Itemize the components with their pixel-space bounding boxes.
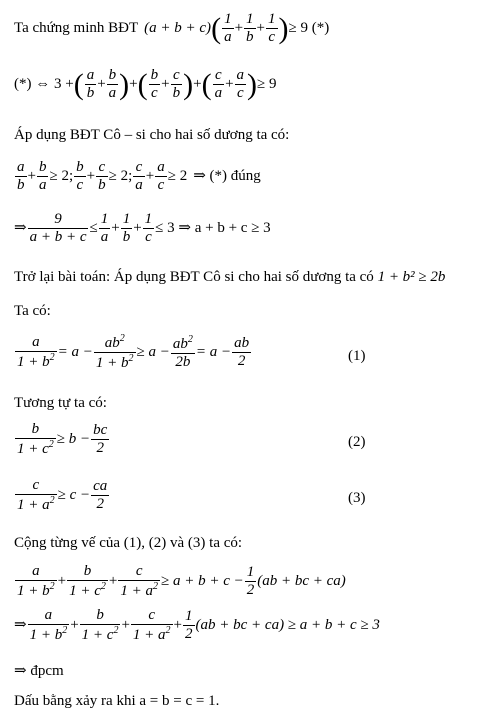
line-3: Áp dụng BĐT Cô – si cho hai số dương ta có: (14, 127, 290, 143)
return-text: Trở lại bài toán: Áp dụng BĐT Cô si cho hai số dương ta có (14, 269, 374, 285)
line-2: (*) ⇔ 3 + ( $\frac{a}{b}$ + $\frac{b}{a}$ ) + ( $\frac{b}{c}$ + $\frac{c}{b}$ ) + ( $\frac{c}{a}$ + $\frac{a}{c}$ ) ≥ 9 (14, 67, 277, 101)
line-5: ⇒ $\frac{9}{a + b + c}$ ≤ $\frac{1}{a}$ + $\frac{1}{b}$ + $\frac{1}{c}$ ≤ 3 ⇒ a + b + c ≥ 3 (14, 211, 271, 245)
intro-text: Ta chứng minh BĐT (14, 20, 139, 36)
final-ineq: (ab + bc + ca) ≥ a + b + c ≥ 3 (195, 617, 380, 633)
line-12: Cộng từng vế của (1), (2) và (3) ta có: (14, 535, 243, 551)
sum-tail: ≥ a + b + c − (160, 573, 244, 589)
sum-line-1: $\frac{a}{1 + b^2}$ + $\frac{b}{1 + c^2}$ + $\frac{c}{1 + a^2}$ ≥ a + b + c − $\frac{1}{2}$ (ab + bc + ca) (17, 563, 346, 599)
sum-paren: (ab + bc + ca) (257, 573, 346, 589)
equiv-end: ≥ 9 (257, 76, 277, 92)
eq-number-2: (2) (348, 434, 366, 450)
conclusion-true: ⇒ (*) đúng (193, 168, 261, 184)
line-9: Tương tự ta có: (14, 395, 107, 411)
line-7: Ta có: (14, 303, 51, 319)
equation-3: $\frac{c}{1 + a^2}$ ≥ c − $\frac{ca}{2}$ (17, 477, 108, 513)
line-6 (14, 270, 445, 285)
line-1: Ta chứng minh BĐT (a + b + c) ( $\frac{1}{a}$ + $\frac{1}{b}$ + $\frac{1}{c}$ ) ≥ 9 (*) (14, 11, 330, 45)
eq-number-3: (3) (348, 490, 366, 506)
equation-2: $\frac{b}{1 + c^2}$ ≥ b − $\frac{bc}{2}$ (17, 421, 108, 457)
sum-line-2: ⇒ $\frac{a}{1 + b^2}$ + $\frac{b}{1 + c^2}$ + $\frac{c}{1 + a^2}$ + $\frac{1}{2}$ (ab + bc + ca) ≥ a + b + c ≥ 3 (14, 607, 380, 643)
line-4: $\frac{a}{b}$ + $\frac{b}{a}$ ≥ 2; $\frac{b}{c}$ + $\frac{c}{b}$ ≥ 2; $\frac{c}{a}$ + $\frac{a}{c}$ ≥ 2 ⇒ (*) đúng (17, 159, 261, 193)
equation-1: $\frac{a}{1 + b^2}$ = a − $\frac{ab^2}{1 + b^2}$ ≥ a − $\frac{ab^2}{2b}$ = a − $\frac{ab}{2}$ (17, 333, 250, 371)
eq-number-1: (1) (348, 348, 366, 364)
cauchy-ineq: 1 + b² ≥ 2b (377, 269, 446, 285)
equality-line: Dấu bằng xảy ra khi a = b = c = 1. (14, 693, 220, 709)
equiv-start: (*) ⇔ 3 + (14, 76, 74, 92)
inequality-tail: ≥ 9 (*) (288, 20, 330, 36)
qed-line: ⇒ đpcm (14, 663, 64, 679)
sum-bound: ≤ 3 ⇒ a + b + c ≥ 3 (155, 220, 271, 236)
